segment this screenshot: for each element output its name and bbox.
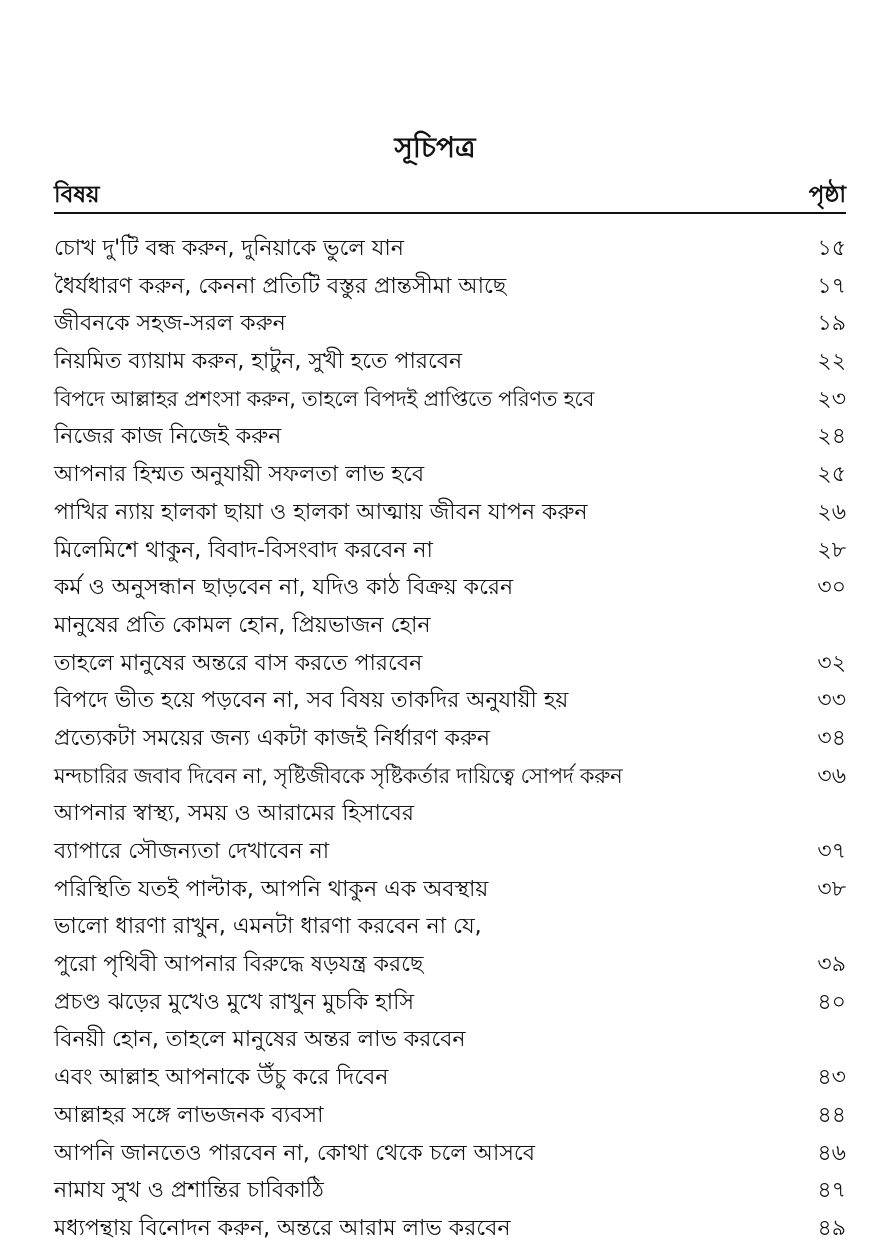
toc-entry: [54, 682, 846, 720]
toc-entry: [54, 268, 846, 306]
toc-entry-page: ৩৬: [817, 763, 846, 789]
toc-entry: [54, 230, 846, 268]
toc-entry-page: ৩৩: [817, 688, 846, 714]
toc-entry-page: ২৮: [817, 537, 846, 563]
toc-entry: [54, 720, 846, 758]
toc-entry-title: মন্দচারির জবাব দিবেন না, সৃষ্টিজীবকে সৃষ্টিকর্তার দায়িত্বে সোপর্দ করুন: [54, 763, 623, 788]
toc-entry: [54, 908, 846, 946]
toc-entry: [54, 494, 846, 532]
toc-entry-page: ২৩: [817, 386, 846, 412]
toc-entry-page: ৪০: [817, 989, 846, 1015]
toc-entry: [54, 946, 846, 984]
toc-entry-title: মধ্যপন্থায় বিনোদন করুন, অন্তরে আরাম লাভ করবেন: [54, 1215, 511, 1241]
subject-column-header: বিষয়: [54, 182, 100, 208]
toc-entry-page: ৪৪: [817, 1102, 846, 1128]
toc-entry-page: ৪৭: [817, 1178, 846, 1204]
page-title: সূচিপত্র: [394, 131, 476, 164]
toc-entry: [54, 1135, 846, 1173]
toc-entry-page: ৩৯: [817, 952, 846, 978]
toc-entry: [54, 569, 846, 607]
toc-entry-title: পাখির ন্যায় হালকা ছায়া ও হালকা আত্মায় জীবন যাপন করুন: [54, 499, 588, 525]
toc-entry-title: আপনি জানতেও পারবেন না, কোথা থেকে চলে আসবে: [54, 1140, 535, 1166]
toc-entry-title: জীবনকে সহজ-সরল করুন: [54, 311, 286, 337]
toc-list: [54, 230, 846, 1248]
toc-entry: [54, 418, 846, 456]
toc-entry-title: ধৈর্যধারণ করুন, কেননা প্রতিটি বস্তুর প্রান্তসীমা আছে: [54, 273, 507, 299]
toc-entry-title: বিনয়ী হোন, তাহলে মানুষের অন্তর লাভ করবেন: [54, 1027, 466, 1053]
toc-entry-page: ১৯: [817, 311, 846, 337]
toc-entry-title: পরিস্থিতি যতই পাল্টাক, আপনি থাকুন এক অবস্থায়: [54, 876, 489, 902]
toc-entry-page: ১৫: [817, 236, 846, 261]
toc-entry-title: বিপদে ভীত হয়ে পড়বেন না, সব বিষয় তাকদির অনুযায়ী হয়: [54, 688, 569, 714]
toc-entry-page: ৩০: [817, 575, 846, 601]
toc-entry-page: ৩৮: [817, 876, 846, 902]
toc-entry: [54, 607, 846, 645]
toc-entry: [54, 532, 846, 570]
toc-entry-page: ৪৩: [817, 1065, 846, 1091]
toc-entry: [54, 1021, 846, 1059]
toc-entry-page: ২৬: [817, 499, 846, 525]
toc-entry-title: পুরো পৃথিবী আপনার বিরুদ্ধে ষড়যন্ত্র করছে: [54, 952, 424, 978]
toc-entry-title: ভালো ধারণা রাখুন, এমনটা ধারণা করবেন না যে,: [54, 914, 482, 940]
toc-entry-title: নামায সুখ ও প্রশান্তির চাবিকাঠি: [54, 1178, 324, 1204]
toc-entry: [54, 833, 846, 871]
toc-entry-title: চোখ দু'টি বন্ধ করুন, দুনিয়াকে ভুলে যান: [54, 236, 404, 261]
toc-entry-title: কর্ম ও অনুসন্ধান ছাড়বেন না, যদিও কাঠ বিক্রয় করেন: [54, 575, 514, 601]
toc-entry-page: ৩৭: [817, 839, 846, 864]
toc-entry-title: মিলেমিশে থাকুন, বিবাদ-বিসংবাদ করবেন না: [54, 537, 433, 563]
toc-entry-title: প্রত্যেকটা সময়ের জন্য একটা কাজই নির্ধারণ করুন: [54, 725, 491, 751]
toc-entry-title: মানুষের প্রতি কোমল হোন, প্রিয়ভাজন হোন: [54, 612, 431, 638]
toc-entry: [54, 795, 846, 833]
toc-entry: [54, 1210, 846, 1248]
toc-entry: [54, 871, 846, 909]
toc-entry: [54, 305, 846, 343]
toc-entry-page: ২২: [817, 349, 846, 375]
toc-entry: [54, 984, 846, 1022]
toc-header: [54, 172, 846, 214]
toc-entry-title: এবং আল্লাহ আপনাকে উঁচু করে দিবেন: [54, 1065, 389, 1091]
toc-entry-title: তাহলে মানুষের অন্তরে বাস করতে পারবেন: [54, 650, 423, 676]
toc-entry: [54, 381, 846, 419]
page-column-header: পৃষ্ঠা: [808, 182, 846, 208]
toc-entry-page: ৪৬: [817, 1140, 846, 1166]
toc-entry: [54, 758, 846, 796]
toc-entry-title: আল্লাহর সঙ্গে লাভজনক ব্যবসা: [54, 1102, 324, 1128]
toc-entry-page: ২৪: [817, 424, 846, 450]
toc-entry-page: ২৫: [817, 462, 846, 488]
toc-entry-page: ১৭: [817, 273, 846, 299]
toc-entry-page: ৪৯: [817, 1215, 846, 1241]
toc-entry: [54, 1172, 846, 1210]
toc-entry-title: ব্যাপারে সৌজন্যতা দেখাবেন না: [54, 839, 330, 864]
toc-entry-title: প্রচণ্ড ঝড়ের মুখেও মুখে রাখুন মুচকি হাসি: [54, 989, 415, 1015]
toc-entry: [54, 645, 846, 683]
toc-entry-title: নিজের কাজ নিজেই করুন: [54, 424, 282, 450]
toc-entry-title: আপনার স্বাস্থ্য, সময় ও আরামের হিসাবের: [54, 801, 415, 827]
toc-entry-title: বিপদে আল্লাহর প্রশংসা করুন, তাহলে বিপদই প্রাপ্তিতে পরিণত হবে: [54, 386, 595, 411]
toc-entry: [54, 1059, 846, 1097]
toc-entry: [54, 1097, 846, 1135]
toc-entry-title: নিয়মিত ব্যায়াম করুন, হাটুন, সুখী হতে পারবেন: [54, 349, 463, 375]
toc-entry: [54, 343, 846, 381]
toc-entry: [54, 456, 846, 494]
toc-entry-page: ৩২: [817, 650, 846, 676]
toc-entry-title: আপনার হিম্মত অনুযায়ী সফলতা লাভ হবে: [54, 462, 425, 488]
toc-entry-page: ৩৪: [817, 725, 846, 751]
